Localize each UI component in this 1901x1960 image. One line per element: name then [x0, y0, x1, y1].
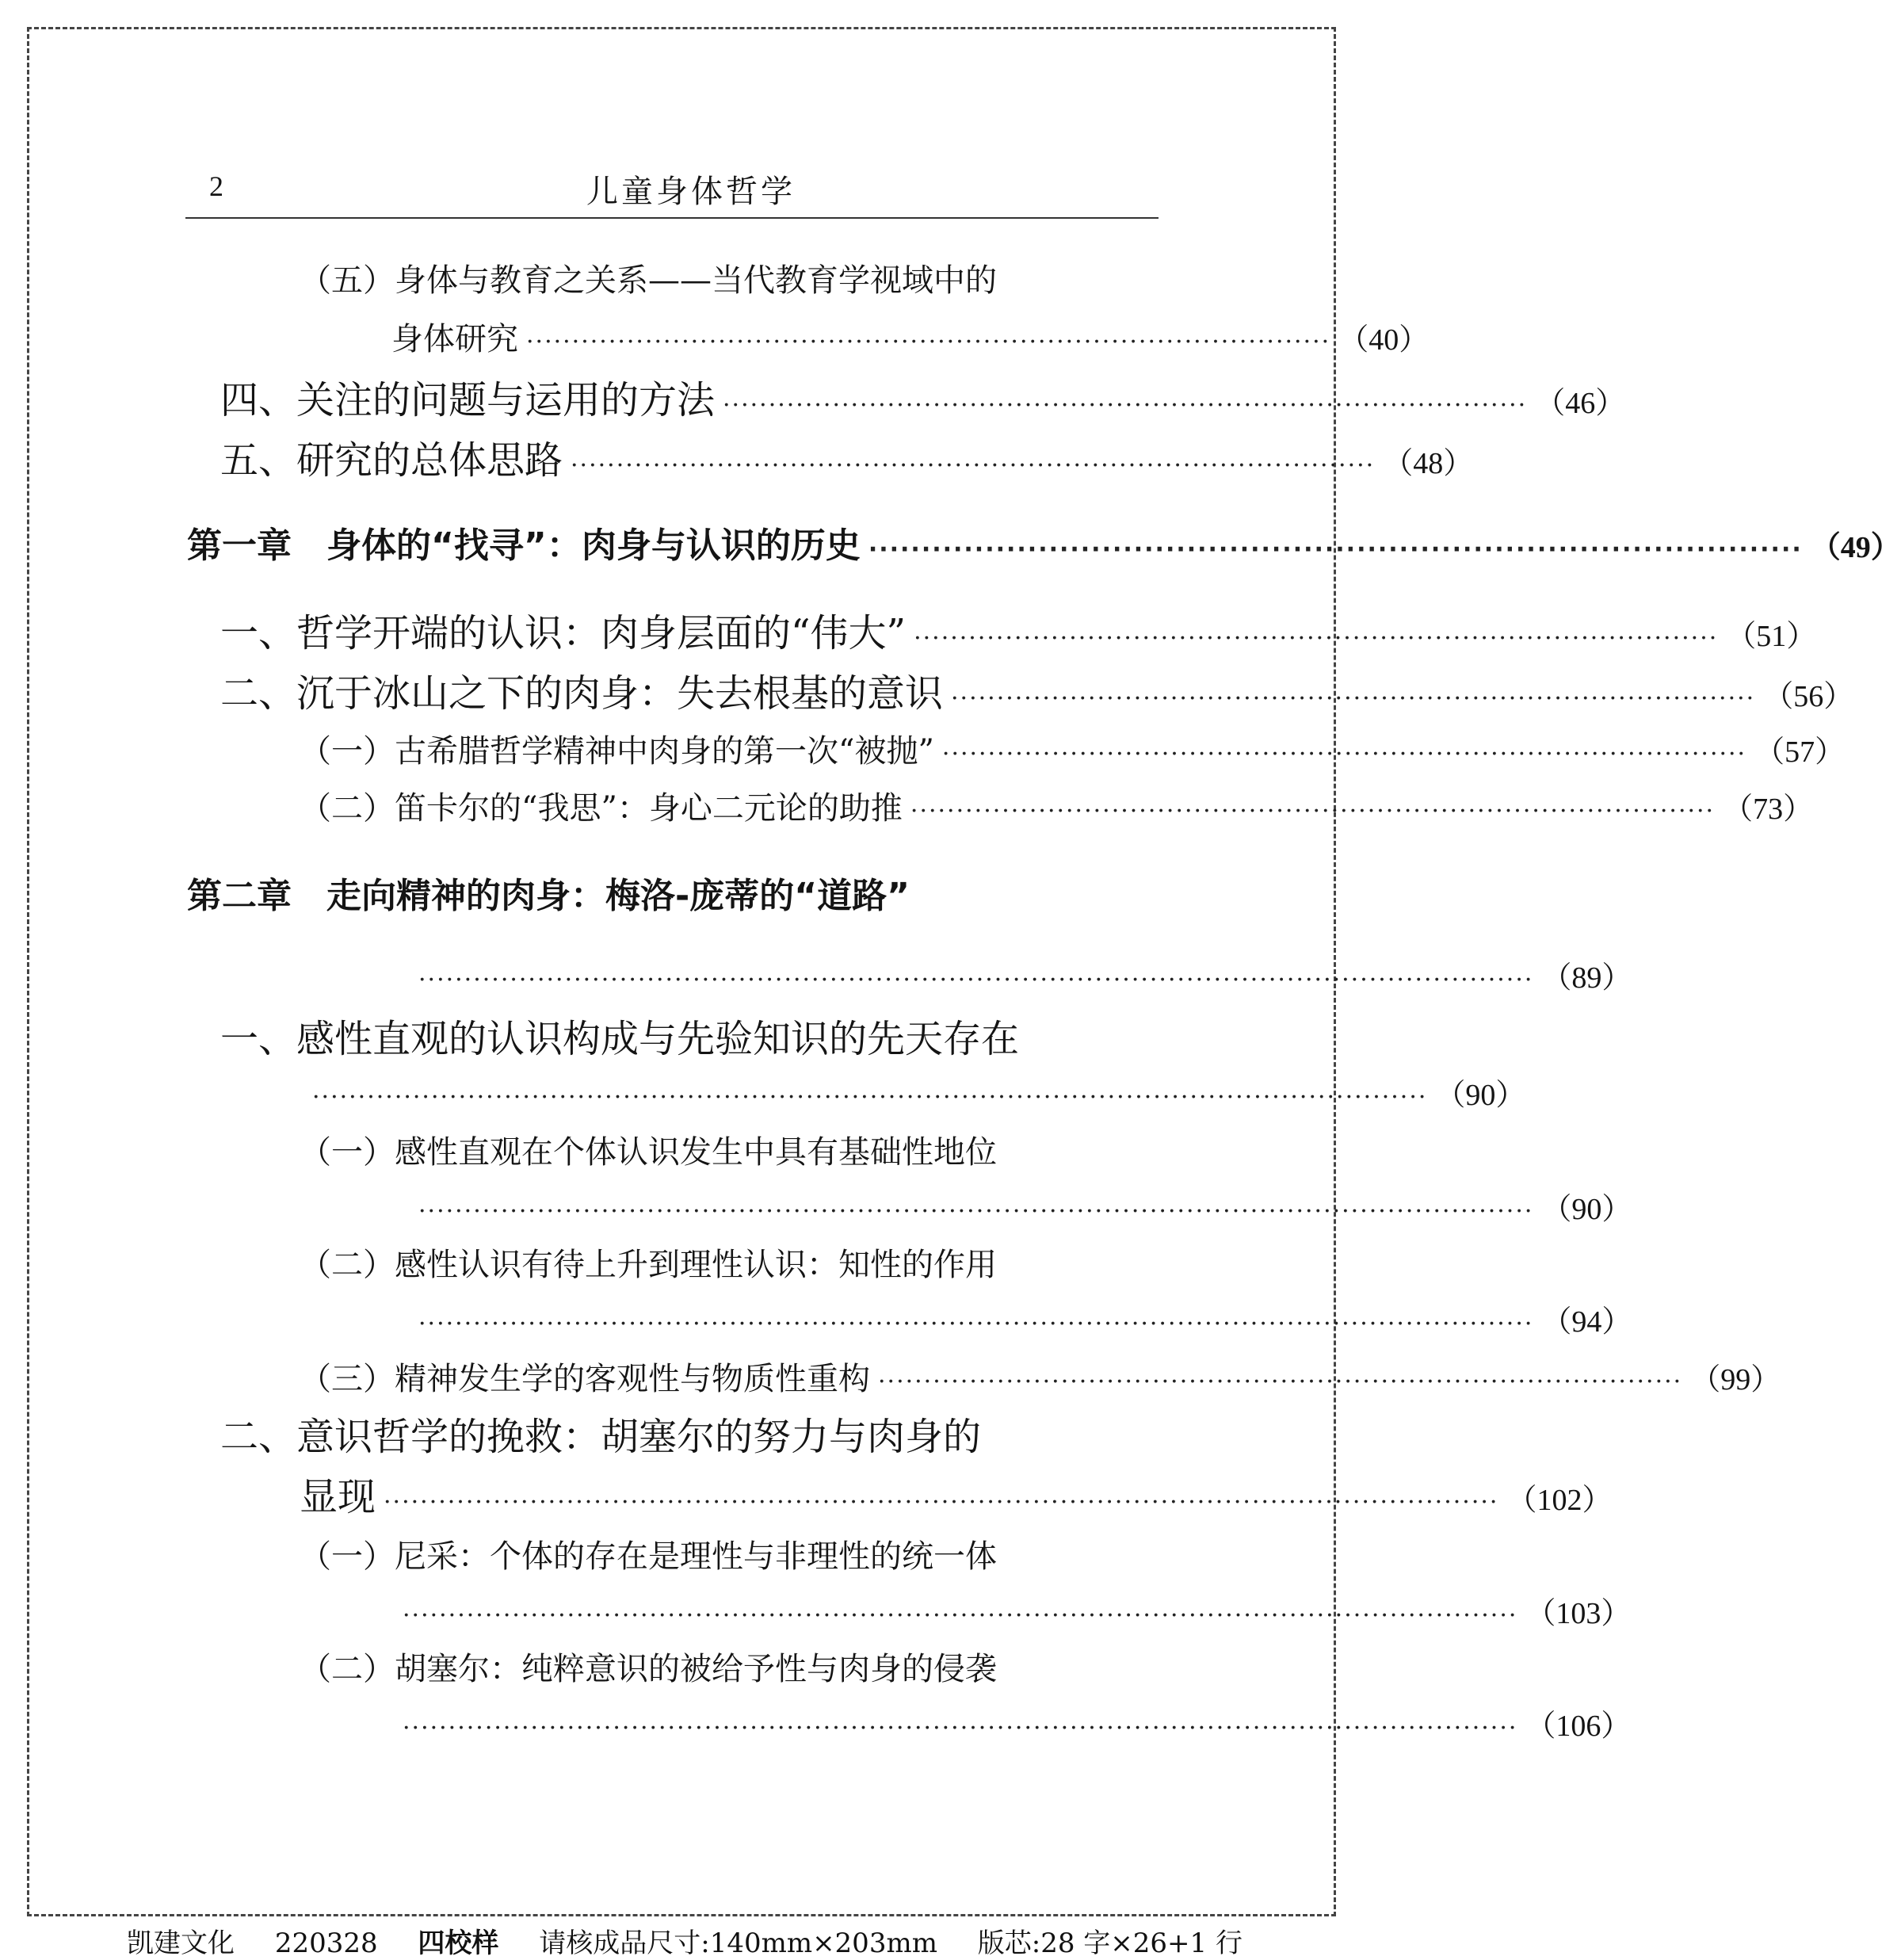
dot-leader: ··························································································································	[403, 1602, 1518, 1630]
dot-leader: ························································································	[571, 452, 1376, 479]
toc-page-ref: （89）	[1541, 961, 1632, 995]
toc-entry-text: （三）精神发生学的客观性与物质性重构	[300, 1361, 870, 1397]
toc-entry	[410, 1297, 1632, 1340]
dot-leader: ··························································································································	[418, 966, 1534, 994]
toc-entry	[300, 255, 997, 300]
toc-page-ref: （102）	[1506, 1484, 1613, 1517]
toc-entry-text: 二、意识哲学的挽救：胡塞尔的努力与肉身的	[220, 1415, 982, 1459]
toc-entry-text: 一、哲学开端的认识：肉身层面的“伟大”	[220, 611, 907, 655]
toc-entry	[395, 1588, 1632, 1632]
footer-layout-note: 版芯:28 字×26+1 行	[977, 1928, 1243, 1959]
toc-page-ref: （48）	[1383, 447, 1474, 480]
toc-entry	[304, 1070, 1526, 1114]
toc-entry-text: （二）感性认识有待上升到理性认识：知性的作用	[300, 1247, 997, 1283]
dot-leader: ························································································	[878, 1368, 1683, 1396]
toc-entry-text: 五、研究的总体思路	[220, 438, 563, 483]
dot-leader: ··························································································································	[418, 1198, 1534, 1225]
dot-leader: ························································································	[914, 625, 1719, 652]
toc-entry	[300, 1466, 1613, 1521]
toc-page-ref: （56）	[1763, 680, 1854, 713]
page-number: 2	[209, 170, 223, 202]
toc-entry-text: 第二章 走向精神的肉身：梅洛-庞蒂的“道路”	[187, 876, 910, 916]
header-rule	[185, 217, 1159, 219]
toc-entry	[395, 1701, 1632, 1744]
toc-entry	[220, 1406, 981, 1461]
toc-entry	[410, 953, 1632, 996]
toc-entry-text: （一）尼采：个体的存在是理性与非理性的统一体	[300, 1538, 997, 1575]
toc-entry	[300, 1644, 997, 1689]
toc-entry	[300, 783, 1814, 828]
toc-page-ref: （99）	[1690, 1363, 1781, 1396]
toc-entry-text: 显现	[300, 1475, 376, 1519]
dot-leader: ························································································	[868, 536, 1803, 564]
toc-entry-text: （五）身体与教育之关系——当代教育学视域中的	[300, 262, 997, 299]
toc-entry	[300, 726, 1846, 771]
proof-footer	[127, 1921, 1274, 1960]
toc-chapter-entry	[187, 867, 910, 918]
toc-entry	[220, 369, 1626, 424]
toc-entry-text: （一）感性直观在个体认识发生中具有基础性地位	[300, 1134, 997, 1171]
toc-entry-text: （一）古希腊哲学精神中肉身的第一次“被抛”	[300, 733, 934, 770]
toc-page-ref: （73）	[1723, 793, 1814, 826]
toc-entry	[300, 1531, 997, 1576]
toc-page-ref: （49）	[1810, 531, 1901, 564]
footer-publisher: 凯建文化	[127, 1928, 235, 1959]
toc-entry	[391, 314, 1430, 359]
toc-entry	[410, 1184, 1632, 1228]
toc-entry	[220, 663, 1854, 717]
dot-leader: ························································································	[723, 392, 1528, 419]
dot-leader: ························································································	[910, 797, 1716, 825]
dot-leader: ··························································································································	[312, 1083, 1428, 1111]
dot-leader: ··························································································································	[403, 1714, 1518, 1742]
toc-entry-text: 一、感性直观的认识构成与先验知识的先天存在	[220, 1017, 1020, 1061]
toc-page-ref: （51）	[1726, 620, 1817, 653]
toc-entry	[300, 1240, 997, 1285]
footer-size-note: 请核成品尺寸:140mm×203mm	[539, 1928, 937, 1959]
footer-date-code: 220328	[274, 1928, 378, 1959]
toc-entry-text: （二）胡塞尔：纯粹意识的被给予性与肉身的侵袭	[300, 1651, 997, 1687]
toc-entry-text: （二）笛卡尔的“我思”：身心二元论的助推	[300, 790, 903, 827]
toc-page-ref: （106）	[1525, 1710, 1632, 1743]
toc-entry	[300, 1354, 1781, 1399]
toc-page-ref: （40）	[1338, 323, 1430, 357]
footer-proof-stage: 四校样	[418, 1928, 499, 1959]
toc-entry	[220, 602, 1817, 657]
toc-page-ref: （103）	[1525, 1597, 1632, 1630]
toc-entry-text: 四、关注的问题与运用的方法	[220, 378, 716, 422]
toc-page-ref: （90）	[1541, 1193, 1632, 1226]
dot-leader: ························································································	[951, 685, 1756, 713]
running-title: 儿童身体哲学	[586, 174, 796, 210]
toc-page-ref: （57）	[1754, 735, 1846, 769]
toc-entry	[220, 430, 1474, 484]
toc-chapter-entry	[187, 517, 1901, 567]
toc-entry-text: 身体研究	[391, 321, 518, 357]
dot-leader: ························································································	[941, 740, 1747, 768]
toc-page-ref: （46）	[1535, 387, 1626, 420]
toc-entry-text: 二、沉于冰山之下的肉身：失去根基的意识	[220, 671, 944, 716]
dot-leader: ························································································	[526, 328, 1331, 356]
toc-page-ref: （90）	[1435, 1079, 1526, 1112]
toc-entry-text: 第一章 身体的“找寻”：肉身与认识的历史	[187, 525, 861, 566]
dot-leader: ··························································································································	[384, 1488, 1499, 1516]
dot-leader: ··························································································································	[418, 1310, 1534, 1338]
toc-entry	[300, 1127, 997, 1172]
toc-page-ref: （94）	[1541, 1305, 1632, 1339]
toc-entry	[220, 1008, 1019, 1063]
